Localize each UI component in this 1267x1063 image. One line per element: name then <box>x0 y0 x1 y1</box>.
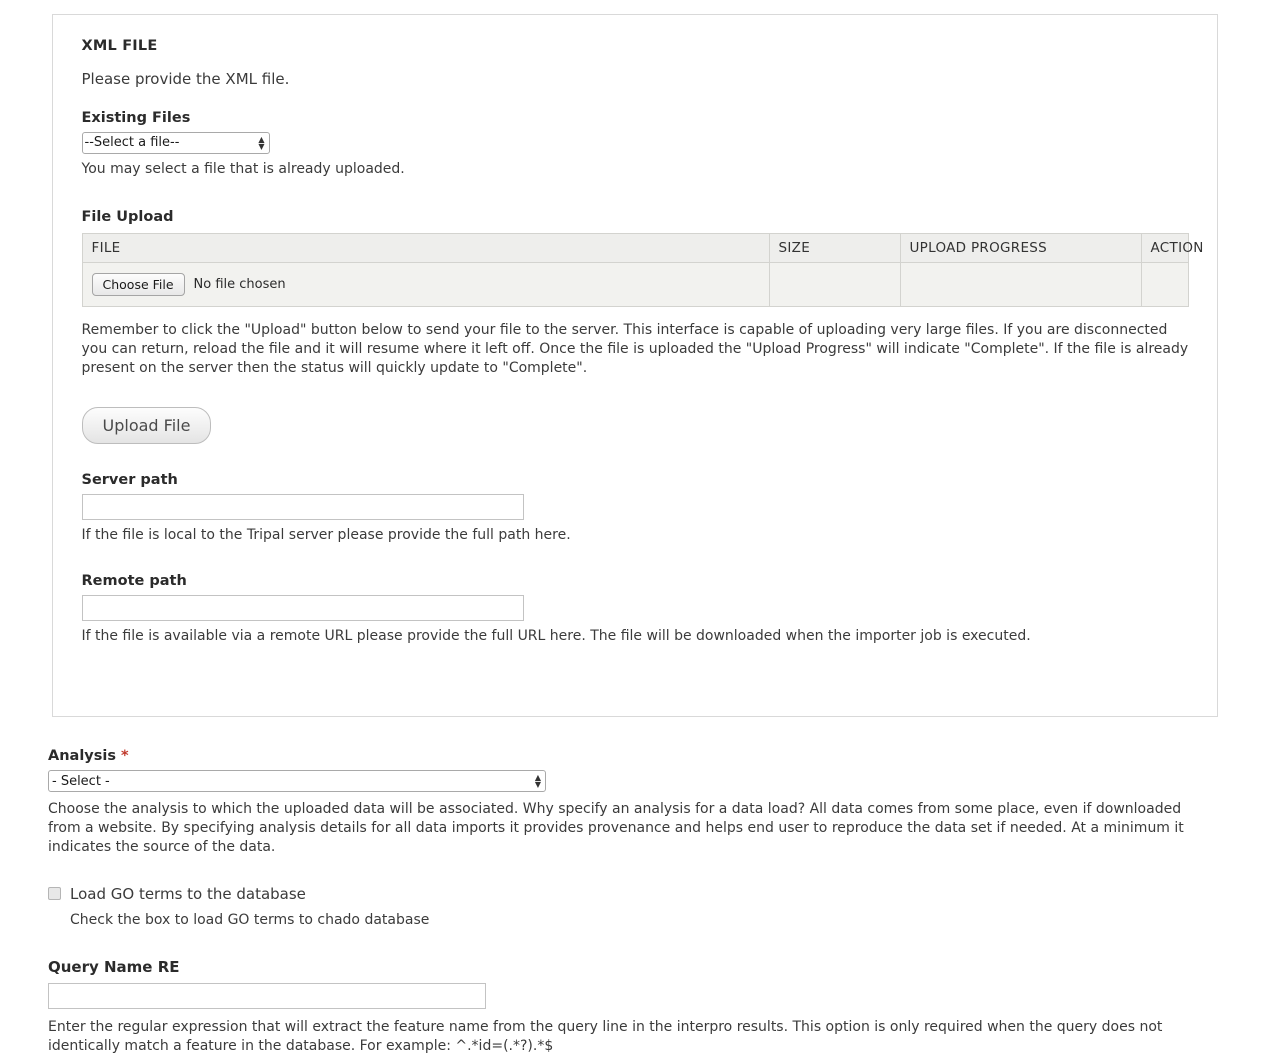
query-name-re-group <box>48 958 1216 1056</box>
query-name-re-description: Enter the regular expression that will extract the feature name from the query line in the interpro results. This option is only required when the query does not identically match a feature in the database. For example: ^.*id=(.*?).*$ <box>48 1018 1163 1054</box>
cell-size <box>769 262 900 306</box>
server-path-label: Server path <box>81 472 178 489</box>
column-header-action: ACTION <box>1141 233 1188 262</box>
existing-files-select[interactable] <box>82 132 270 154</box>
table-row <box>82 262 1188 306</box>
query-name-re-label: Query Name RE <box>48 957 180 976</box>
xml-file-fieldset <box>52 14 1218 717</box>
analysis-label: Analysis <box>48 748 116 764</box>
chevron-updown-icon: ▲ ▼ <box>534 773 541 789</box>
cell-upload-progress <box>900 262 1141 306</box>
server-path-desc: If the file is local to the Tripal server please provide the full path here. <box>81 527 571 544</box>
file-upload-label: File Upload <box>81 208 174 225</box>
remote-path-label: Remote path <box>81 573 187 590</box>
file-status-text: No file chosen <box>193 276 286 292</box>
lower-form-section <box>48 748 1216 1055</box>
cell-file <box>82 262 769 306</box>
required-marker: * <box>121 748 129 764</box>
existing-files-select-wrap <box>82 132 270 154</box>
file-input-row <box>92 273 760 296</box>
analysis-description: Choose the analysis to which the uploaded data will be associated. Why specify an analysis for a data load? All data comes from some place, even if downloaded from a website. By specifying analysis details for all data imports it provides provenance and helps end user to reproduce the data set if needed. At a minimum it indicates the source of the data. <box>48 801 1184 855</box>
remote-path-input[interactable] <box>82 595 524 621</box>
analysis-select[interactable] <box>48 770 546 792</box>
analysis-select-wrap <box>48 770 546 792</box>
analysis-group <box>48 748 1216 857</box>
remote-path-group <box>82 573 1189 646</box>
table-header-row <box>82 233 1188 262</box>
cell-action <box>1141 262 1188 306</box>
remote-path-desc: If the file is available via a remote URL please provide the full URL here. The file will be downloaded when the importer job is executed. <box>81 628 1031 645</box>
server-path-group <box>82 472 1189 545</box>
section-lead: Please provide the XML file. <box>81 69 290 88</box>
column-header-upload-progress: UPLOAD PROGRESS <box>900 233 1141 262</box>
server-path-input[interactable] <box>82 494 524 520</box>
existing-files-label: Existing Files <box>81 109 191 126</box>
choose-file-button[interactable]: Choose File <box>92 273 185 296</box>
column-header-file: FILE <box>82 233 769 262</box>
upload-file-button[interactable]: Upload File <box>82 407 212 444</box>
go-terms-checkbox-row[interactable] <box>48 885 1216 903</box>
load-go-terms-label: Load GO terms to the database <box>70 884 306 903</box>
existing-files-group <box>82 110 1189 179</box>
chevron-updown-icon: ▲ ▼ <box>258 134 265 151</box>
file-upload-group <box>81 208 1204 445</box>
query-name-re-input[interactable] <box>48 983 486 1009</box>
load-go-terms-checkbox[interactable] <box>48 887 61 900</box>
upload-note: Remember to click the "Upload" button below to send your file to the server. This interface is capable of uploading very large files. If you are disconnected you can return, reload the file and it will resume where it left off. Once the file is uploaded the "Upload Progress" will indicate "Complete". If the file is already present on the server then the status will quickly update to "Complete". <box>81 321 1189 376</box>
existing-files-desc: You may select a file that is already uploaded. <box>81 160 405 177</box>
section-title: XML FILE <box>81 37 158 54</box>
upload-table <box>82 233 1204 307</box>
analysis-label-row <box>48 748 1216 764</box>
column-header-size: SIZE <box>769 233 900 262</box>
load-go-terms-description: Check the box to load GO terms to chado database <box>70 911 430 928</box>
